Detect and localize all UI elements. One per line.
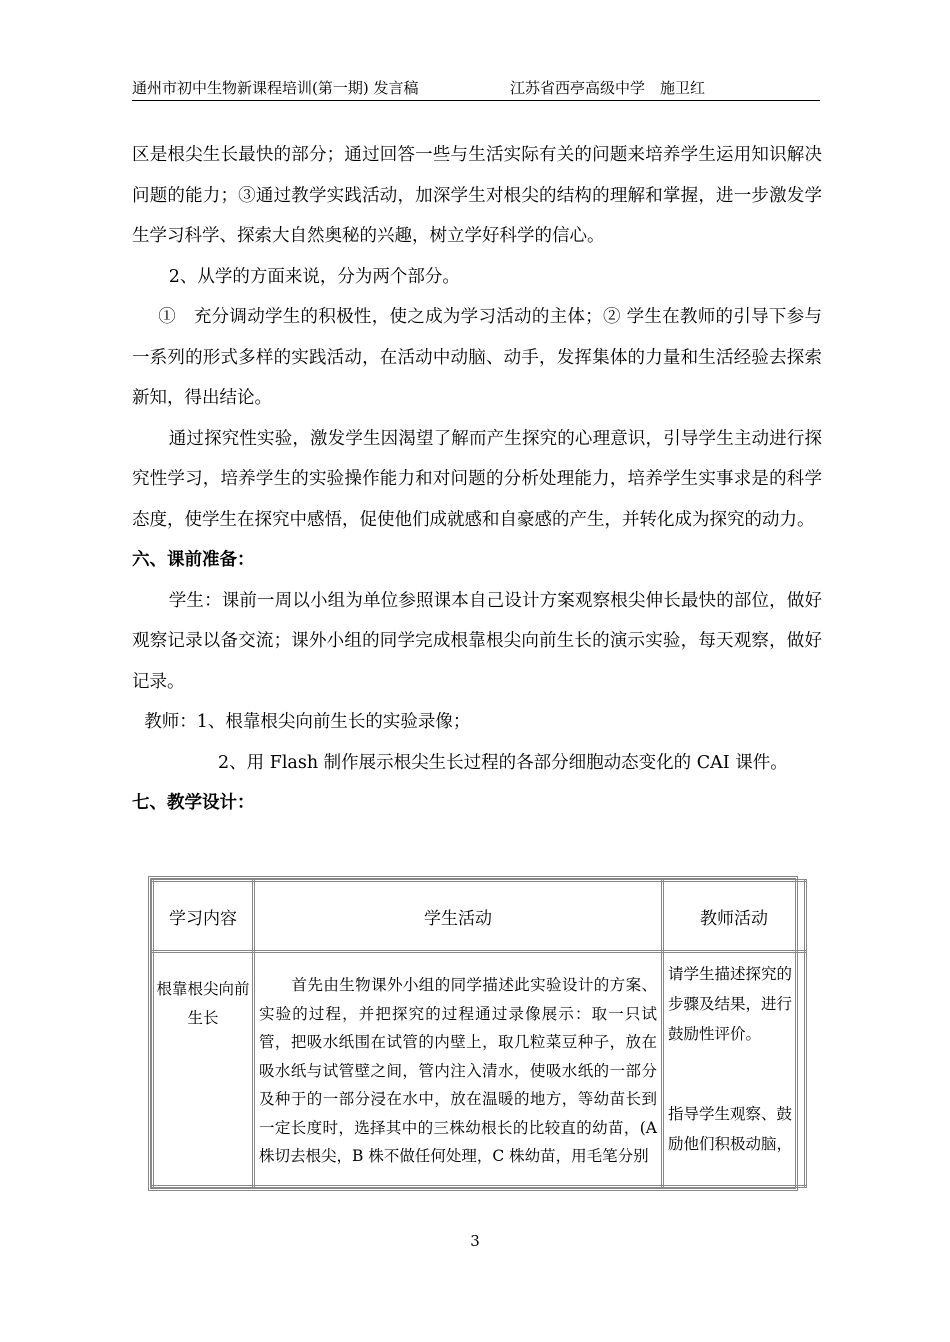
paragraph: 通过探究性实验，激发学生因渴望了解而产生探究的心理意识，引导学生主动进行探究性学习，培养学生的实验操作能力和对问题的分析处理能力，培养学生实事求是的科学态度，使学生在探究中感悟，促使他们成就感和自豪感的产生，并转化成为探究的动力。 [132,428,822,530]
paragraph: 2、从学的方面来说，分为两个部分。 [168,266,460,287]
section-heading: 六、课前准备： [132,550,255,570]
paragraph: 学生：课前一周以小组为单位参照课本自己设计方案观察根尖伸长最快的部位，做好观察记录以备交流；课外小组的同学完成根靠根尖向前生长的演示实验，每天观察，做好记录。 [132,590,822,692]
table-header-cell: 学习内容 [153,881,254,952]
section-heading: 七、教学设计： [132,793,255,813]
teacher-text: 请学生描述探究的步骤及结果，进行鼓励性评价。 [668,965,793,1043]
document-body [132,135,822,824]
header-author: 江苏省西亭高级中学 施卫红 [510,79,706,97]
topic-text: 根靠根尖向前生长 [156,980,250,1027]
page-header [132,78,820,101]
table-header-cell: 教师活动 [663,881,806,952]
table-row [153,952,806,1187]
table-cell-teacher [663,952,806,1187]
table-cell-topic [153,952,254,1187]
page-number: 3 [470,1232,480,1250]
table-header-cell: 学生活动 [254,881,663,952]
paragraph: 教师：1、根靠根尖向前生长的实验录像； [144,712,471,732]
table-cell-activity [254,952,663,1187]
paragraph: ① 充分调动学生的积极性，使之成为学习活动的主体；② 学生在教师的引导下参与一系列的形式多样的实践活动，在活动中动脑、动手，发挥集体的力量和生活经验去探索新知，得出结论。 [132,307,822,408]
paragraph: 2、用 Flash 制作展示根尖生长过程的各部分细胞动态变化的 CAI 课件。 [218,752,788,773]
header-title: 通州市初中生物新课程培训(第一期) 发言稿 [132,79,419,97]
paragraph: 区是根尖生长最快的部分；通过回答一些与生活实际有关的问题来培养学生运用知识解决问题的能力；③通过教学实践活动，加深学生对根尖的结构的理解和掌握，进一步激发学生学习科学、探索大自然奥秘的兴趣，树立学好科学的信心。 [132,145,822,246]
teacher-text: 指导学生观察、鼓励他们积极动脑， [668,1105,793,1153]
activity-text: 首先由生物课外小组的同学描述此实验设计的方案、实验的过程，并把探究的过程通过录像展示：取一只试管，把吸水纸围在试管的内壁上，取几粒菜豆种子，放在吸水纸与试管壁之间，管内注入清水，使吸水纸的一部分及种于的一部分浸在水中，放在温暖的地方，等幼苗长到一定长度时，选择其中的三株幼根长的比较直的幼苗，(A 株切去根尖，B 株不做任何处理，C 株幼苗，用毛笔分别 [259,976,657,1165]
teaching-design-table [148,876,798,1191]
